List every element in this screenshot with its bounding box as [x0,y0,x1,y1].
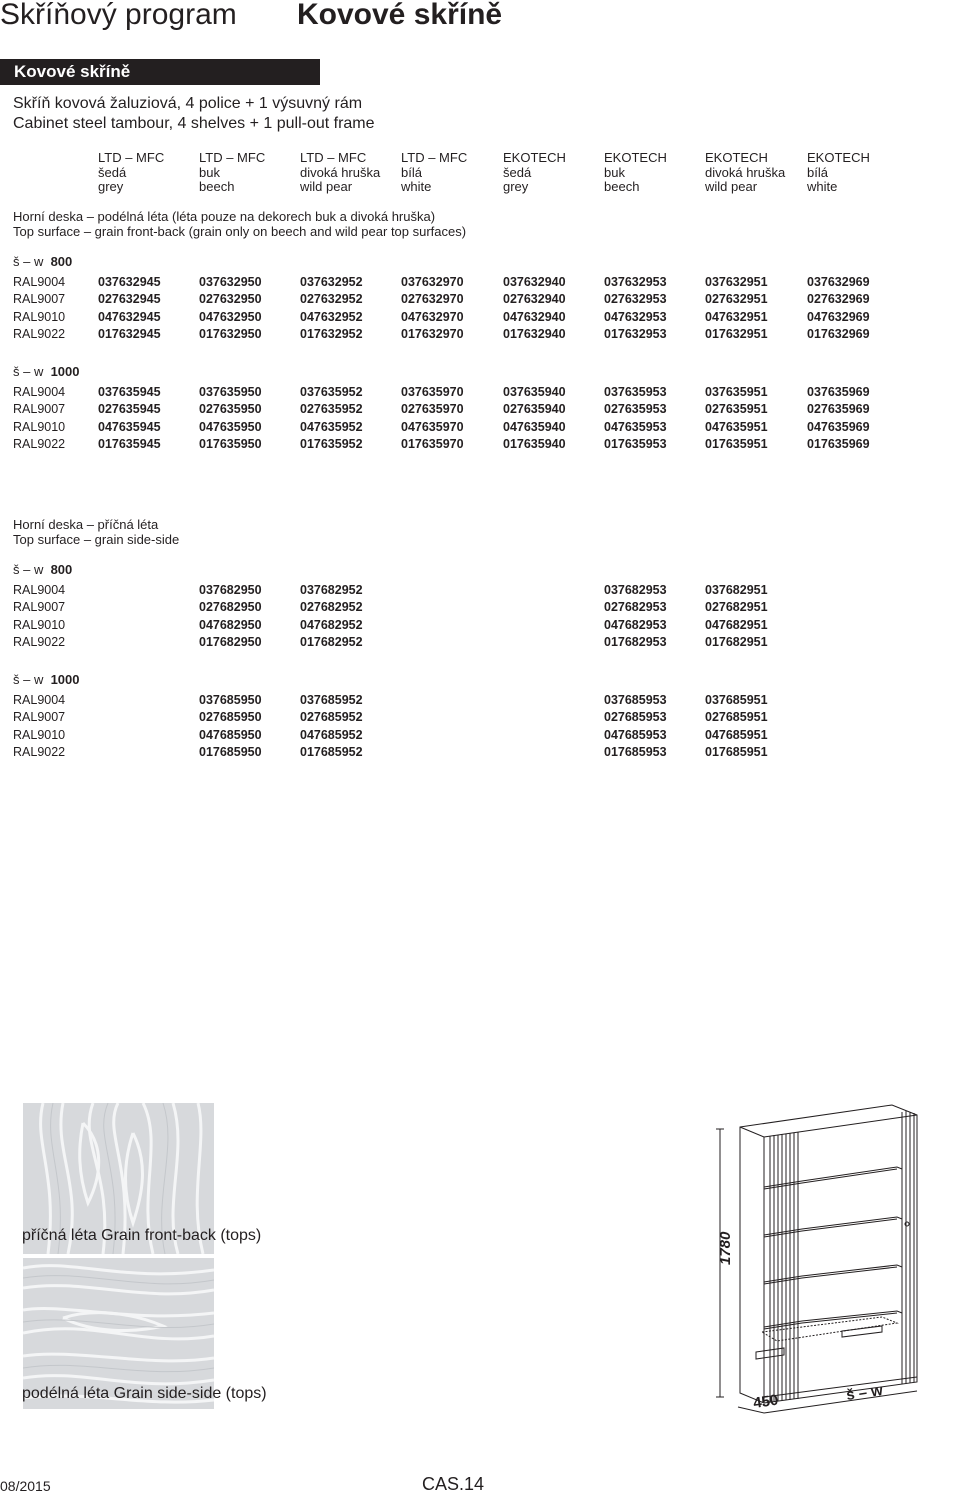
ral-label: RAL9022 [13,634,66,649]
article-code: 017682952 [300,634,363,649]
article-code: 037682950 [199,583,262,597]
grain-front-back-caption: příčná léta Grain front-back (tops) [22,1227,262,1244]
side-side-desc-en: Top surface – grain side-side [13,532,180,547]
article-code: 017635945 [98,436,161,451]
article-code: 047632952 [300,309,363,324]
column-header [300,151,380,195]
article-code: 027632950 [199,292,262,307]
article-code: 017632953 [604,326,667,341]
article-code: 017682951 [705,634,768,649]
article-code: 037632950 [199,275,262,289]
ral-label: RAL9007 [13,600,66,615]
article-code: 027685953 [604,710,667,725]
article-code: 027635952 [300,402,363,417]
ral-label: RAL9004 [13,693,66,707]
article-code: 017685952 [300,744,363,759]
article-code: 027632953 [604,292,667,307]
article-code: 047635950 [199,419,262,434]
article-code: 037632969 [807,275,870,289]
article-code: 047682952 [300,617,363,632]
article-code: 027632970 [401,292,464,307]
article-code: 047685953 [604,727,667,742]
article-code: 037635953 [604,385,667,399]
product-title-en: Cabinet steel tambour, 4 shelves + 1 pull-out frame [13,115,375,132]
cabinet-drawing [712,1097,932,1417]
column-header [503,151,566,195]
width-label-prefix: š – w [13,672,44,687]
article-code: 047682953 [604,617,667,632]
article-code: 047632945 [98,309,161,324]
article-code: 017635970 [401,436,464,451]
column-header-cz: šedá [503,164,532,180]
article-code: 017685950 [199,744,262,759]
article-code: 017635969 [807,436,870,451]
article-code: 037682951 [705,583,768,597]
column-header [98,151,164,195]
article-code: 047635952 [300,419,363,434]
column-header [604,151,667,195]
page-subtitle: Kovové skříně [297,0,503,31]
article-code: 017682953 [604,634,667,649]
article-code: 047685952 [300,727,363,742]
article-code: 047685950 [199,727,262,742]
article-code: 027635945 [98,402,161,417]
article-code: 047635970 [401,419,464,434]
article-code: 037635945 [98,385,161,399]
article-code: 047635951 [705,419,768,434]
column-header-material: EKOTECH [807,150,870,165]
page-title: Skříňový program [0,0,237,31]
column-header-cz: buk [199,164,220,180]
article-code: 037635952 [300,385,363,399]
column-header-cz: divoká hruška [705,164,786,180]
article-code: 027635940 [503,402,566,417]
width-value: 1000 [50,364,80,379]
width-label-prefix: š – w [13,364,44,379]
column-header-material: LTD – MFC [300,150,367,165]
article-code: 047682950 [199,617,262,632]
column-header-cz: buk [604,164,625,180]
article-code: 037635940 [503,385,566,399]
article-code: 037685952 [300,693,363,707]
front-back-desc-cz: Horní deska – podélná léta (léta pouze na dekorech buk a divoká hruška) [13,209,436,224]
article-code: 047682951 [705,617,768,632]
article-code: 027635969 [807,402,870,417]
article-code: 047635945 [98,419,161,434]
ral-label: RAL9010 [13,727,66,742]
column-header-en: wild pear [300,179,353,195]
article-code: 037632940 [503,275,566,289]
product-title-cz: Skříň kovová žaluziová, 4 police + 1 výsuvný rám [13,95,363,112]
article-code: 047632969 [807,309,870,324]
article-code: 027632940 [503,292,566,307]
article-code: 027635951 [705,402,768,417]
article-code: 017685953 [604,744,667,759]
column-header-cz: bílá [401,164,422,180]
article-code: 037632951 [705,275,768,289]
article-code: 027635950 [199,402,262,417]
column-header-cz: divoká hruška [300,164,381,180]
article-code: 027635953 [604,402,667,417]
side-side-desc-cz: Horní deska – příčná léta [13,517,159,532]
article-code: 017682950 [199,634,262,649]
article-code: 047635953 [604,419,667,434]
article-code: 027685951 [705,710,768,725]
article-code: 017632950 [199,326,262,341]
article-code: 017635953 [604,436,667,451]
article-code: 017632952 [300,326,363,341]
article-code: 047635940 [503,419,566,434]
width-label [13,364,80,379]
width-label [13,562,72,577]
column-header-en: grey [503,179,529,195]
column-header-material: EKOTECH [604,150,667,165]
column-header [705,151,785,195]
width-value: 800 [50,254,73,269]
column-header-en: grey [98,179,124,195]
ral-label: RAL9022 [13,744,66,759]
article-code: 027682950 [199,600,262,615]
ral-label: RAL9022 [13,436,66,451]
article-code: 047632970 [401,309,464,324]
column-header [807,151,870,195]
article-code: 017635950 [199,436,262,451]
width-label-prefix: š – w [13,562,44,577]
article-code: 017632940 [503,326,566,341]
section-bar-label: Kovové skříně [14,62,131,81]
ral-label: RAL9010 [13,309,66,324]
column-header-en: beech [199,179,235,195]
ral-label: RAL9007 [13,402,66,417]
section-bar [0,59,320,85]
article-code: 047632940 [503,309,566,324]
ral-label: RAL9010 [13,419,66,434]
cabinet-width-label: š – w [845,1382,884,1404]
article-code: 037682952 [300,583,363,597]
width-label [13,672,80,687]
ral-label: RAL9007 [13,710,66,725]
front-back-desc-en: Top surface – grain front-back (grain only on beech and wild pear top surfaces) [13,224,467,239]
article-code: 027632969 [807,292,870,307]
width-label-prefix: š – w [13,254,44,269]
article-code: 037635970 [401,385,464,399]
ral-label: RAL9004 [13,275,66,289]
width-label [13,254,72,269]
article-code: 017632951 [705,326,768,341]
column-header-cz: šedá [98,164,127,180]
article-code: 017632970 [401,326,464,341]
article-code: 027635970 [401,402,464,417]
ral-label: RAL9010 [13,617,66,632]
article-code: 037635951 [705,385,768,399]
ral-label: RAL9004 [13,385,66,399]
column-header-material: LTD – MFC [98,150,165,165]
article-code: 037685951 [705,693,768,707]
article-code: 027685952 [300,710,363,725]
ral-label: RAL9022 [13,326,66,341]
ral-label: RAL9004 [13,583,66,597]
column-header-en: wild pear [705,179,758,195]
article-code: 027632951 [705,292,768,307]
article-code: 037635950 [199,385,262,399]
article-code: 037632952 [300,275,363,289]
article-code: 037685950 [199,693,262,707]
column-header [199,151,265,195]
column-header-material: LTD – MFC [401,150,468,165]
article-code: 047685951 [705,727,768,742]
column-header-material: LTD – MFC [199,150,266,165]
article-code: 017635952 [300,436,363,451]
article-code: 047632950 [199,309,262,324]
width-value: 1000 [50,672,80,687]
footer-date: 08/2015 [0,1478,51,1494]
article-code: 047635969 [807,419,870,434]
cabinet-depth-label: 450 [752,1391,780,1412]
cabinet-height-label: 1780 [717,1231,734,1265]
article-code: 027632952 [300,292,363,307]
article-code: 027682951 [705,600,768,615]
article-code: 017632969 [807,326,870,341]
article-code: 017635951 [705,436,768,451]
article-code: 037682953 [604,583,667,597]
article-code: 037632953 [604,275,667,289]
article-code: 027682953 [604,600,667,615]
article-code: 017635940 [503,436,566,451]
article-code: 027632945 [98,292,161,307]
article-code: 027682952 [300,600,363,615]
column-header-en: white [401,179,432,195]
article-code: 037635969 [807,385,870,399]
article-code: 017632945 [98,326,161,341]
article-code: 047632951 [705,309,768,324]
page-number: CAS.14 [422,1474,485,1494]
column-header-en: white [807,179,838,195]
ral-label: RAL9007 [13,292,66,307]
column-header-material: EKOTECH [503,150,566,165]
width-value: 800 [50,562,73,577]
article-code: 017685951 [705,744,768,759]
column-header-material: EKOTECH [705,150,768,165]
cabinet-illustration [712,1097,932,1417]
grain-side-side-caption: podélná léta Grain side-side (tops) [22,1385,267,1402]
article-code: 037632945 [98,275,161,289]
article-code: 037685953 [604,693,667,707]
article-code: 047632953 [604,309,667,324]
column-header [401,151,467,195]
column-header-en: beech [604,179,640,195]
column-header-cz: bílá [807,164,828,180]
article-code: 037632970 [401,275,464,289]
article-code: 027685950 [199,710,262,725]
